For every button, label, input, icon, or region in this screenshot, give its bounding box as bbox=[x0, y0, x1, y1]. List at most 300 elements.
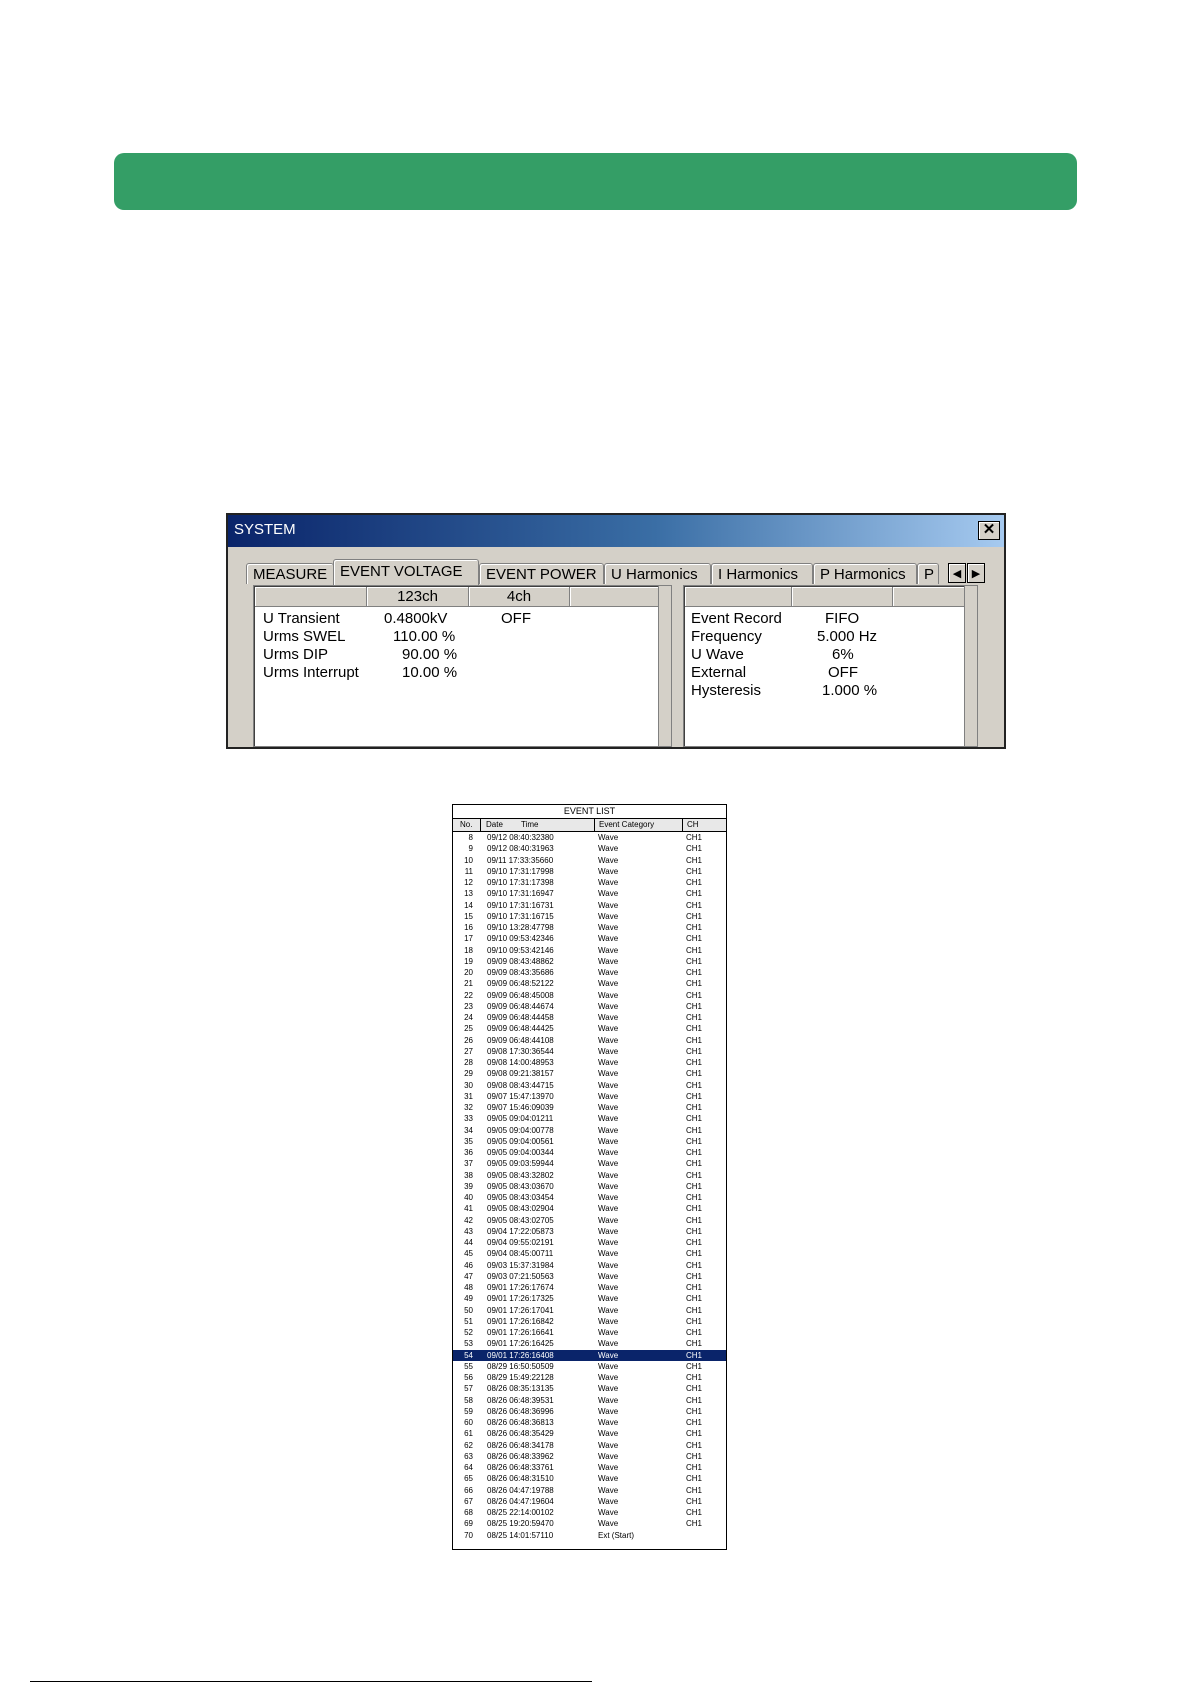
row-datetime: 09/10 17:31:17998 bbox=[487, 866, 554, 876]
row-number: 61 bbox=[464, 1429, 473, 1439]
row-number: 18 bbox=[464, 945, 473, 955]
row-category: Wave bbox=[598, 956, 619, 966]
row-datetime: 08/26 06:48:36996 bbox=[487, 1406, 554, 1416]
row-channel: CH1 bbox=[686, 866, 703, 876]
row-number: 32 bbox=[464, 1103, 473, 1112]
row-number: 66 bbox=[464, 1485, 473, 1495]
row-channel: CH1 bbox=[686, 1103, 703, 1112]
column-header-empty[interactable] bbox=[893, 587, 973, 607]
row-category: Wave bbox=[598, 1193, 619, 1202]
table-row[interactable] bbox=[453, 1023, 726, 1034]
row-category: Wave bbox=[598, 1429, 619, 1439]
row-channel: CH1 bbox=[686, 1519, 703, 1529]
row-category: Wave bbox=[598, 1406, 619, 1416]
table-row[interactable] bbox=[453, 1305, 726, 1316]
row-category: Wave bbox=[598, 1058, 619, 1067]
column-divider bbox=[682, 819, 683, 831]
row-number: 13 bbox=[464, 889, 473, 899]
row-category: Wave bbox=[598, 1013, 619, 1022]
footer-rule bbox=[30, 1681, 592, 1682]
table-row[interactable] bbox=[453, 945, 726, 956]
column-header-4ch[interactable]: 4ch bbox=[469, 587, 570, 607]
row-channel: CH1 bbox=[686, 1013, 703, 1022]
row-category: Wave bbox=[598, 889, 619, 899]
table-row[interactable] bbox=[453, 1113, 726, 1124]
row-category: Wave bbox=[598, 1091, 619, 1101]
row-channel: CH1 bbox=[686, 1418, 703, 1427]
row-number: 53 bbox=[464, 1339, 473, 1349]
row-datetime: 08/26 06:48:33761 bbox=[487, 1463, 554, 1472]
row-datetime: 09/11 17:33:35660 bbox=[487, 855, 554, 865]
row-category: Ext (Start) bbox=[598, 1530, 635, 1540]
row-number: 67 bbox=[464, 1496, 473, 1506]
table-row[interactable] bbox=[453, 1507, 726, 1518]
table-row[interactable] bbox=[453, 978, 726, 989]
tab-event-power[interactable]: EVENT POWER bbox=[479, 563, 604, 584]
table-row[interactable] bbox=[453, 1440, 726, 1451]
row-category: Wave bbox=[598, 855, 619, 865]
row-channel: CH1 bbox=[686, 1249, 703, 1259]
row-channel: CH1 bbox=[686, 1170, 703, 1180]
row-label: U Wave bbox=[691, 646, 744, 663]
row-value: 5.000 Hz bbox=[817, 628, 878, 645]
left-panel-scrollbar[interactable] bbox=[658, 586, 671, 746]
row-category: Wave bbox=[598, 1035, 619, 1045]
row-number: 28 bbox=[464, 1058, 473, 1067]
row-datetime: 08/26 06:48:34178 bbox=[487, 1440, 554, 1450]
table-row[interactable] bbox=[453, 1035, 726, 1046]
row-category: Wave bbox=[598, 923, 619, 932]
row-channel: CH1 bbox=[686, 968, 703, 977]
row-category: Wave bbox=[598, 1001, 619, 1011]
row-datetime: 09/09 08:43:35686 bbox=[487, 968, 554, 977]
event-list-header bbox=[453, 819, 726, 832]
row-channel: CH1 bbox=[686, 1193, 703, 1202]
voltage-thresholds-panel bbox=[253, 585, 672, 747]
row-channel: CH1 bbox=[686, 1384, 703, 1394]
row-channel: CH1 bbox=[686, 900, 703, 910]
table-row[interactable] bbox=[453, 1316, 726, 1327]
row-datetime: 08/26 06:48:39531 bbox=[487, 1395, 554, 1405]
right-panel-scrollbar[interactable] bbox=[964, 586, 977, 746]
table-row[interactable] bbox=[453, 1068, 726, 1079]
row-datetime: 09/07 15:46:09039 bbox=[487, 1103, 554, 1112]
table-row[interactable] bbox=[453, 1248, 726, 1259]
row-category: Wave bbox=[598, 1485, 619, 1495]
row-category: Wave bbox=[598, 1418, 619, 1427]
table-row[interactable] bbox=[453, 888, 726, 899]
row-value: 1.000 % bbox=[822, 682, 878, 699]
column-divider bbox=[594, 819, 595, 831]
row-category: Wave bbox=[598, 1519, 619, 1529]
row-datetime: 09/09 08:43:48862 bbox=[487, 956, 554, 966]
row-category: Wave bbox=[598, 1474, 619, 1484]
row-category: Wave bbox=[598, 1204, 619, 1214]
table-row[interactable] bbox=[453, 956, 726, 967]
table-row[interactable] bbox=[453, 1226, 726, 1237]
table-row[interactable] bbox=[453, 933, 726, 944]
column-header-empty[interactable] bbox=[570, 587, 668, 607]
tab-strip bbox=[246, 559, 1004, 585]
table-row[interactable] bbox=[453, 1271, 726, 1282]
table-row[interactable] bbox=[453, 866, 726, 877]
row-number: 22 bbox=[464, 990, 473, 1000]
row-number: 59 bbox=[464, 1406, 473, 1416]
row-number: 37 bbox=[464, 1159, 473, 1169]
row-number: 42 bbox=[464, 1215, 473, 1225]
row-channel: CH1 bbox=[686, 979, 703, 989]
table-row[interactable] bbox=[453, 1327, 726, 1338]
row-datetime: 08/26 06:48:35429 bbox=[487, 1429, 554, 1439]
row-datetime: 08/26 06:48:33962 bbox=[487, 1451, 554, 1461]
row-channel: CH1 bbox=[686, 1508, 703, 1517]
row-datetime: 09/09 06:48:44458 bbox=[487, 1013, 554, 1022]
table-row[interactable] bbox=[453, 1012, 726, 1023]
row-channel: CH1 bbox=[686, 1260, 703, 1270]
table-row[interactable] bbox=[453, 1237, 726, 1248]
row-channel: CH1 bbox=[686, 1181, 703, 1191]
row-category: Wave bbox=[598, 968, 619, 977]
row-channel: CH1 bbox=[686, 1474, 703, 1484]
tab-event-voltage[interactable]: EVENT VOLTAGE bbox=[333, 559, 479, 585]
table-row[interactable] bbox=[453, 1170, 726, 1181]
row-category: Wave bbox=[598, 1024, 619, 1034]
table-row[interactable] bbox=[453, 967, 726, 978]
close-icon[interactable]: ✕ bbox=[978, 521, 1000, 540]
row-channel: CH1 bbox=[686, 1069, 703, 1079]
row-value-4ch: OFF bbox=[501, 610, 531, 627]
row-channel: CH1 bbox=[686, 1451, 703, 1461]
row-datetime: 09/05 08:43:03454 bbox=[487, 1193, 554, 1202]
row-number: 62 bbox=[464, 1440, 473, 1450]
table-row[interactable] bbox=[453, 1451, 726, 1462]
section-banner bbox=[114, 153, 1077, 210]
row-channel: CH1 bbox=[686, 1316, 703, 1326]
row-number: 64 bbox=[464, 1463, 473, 1472]
row-channel: CH1 bbox=[686, 1226, 703, 1236]
row-datetime: 09/09 06:48:44108 bbox=[487, 1035, 554, 1045]
column-header-no[interactable]: No. bbox=[460, 820, 473, 829]
column-header-label[interactable] bbox=[685, 587, 792, 607]
row-datetime: 09/05 08:43:32802 bbox=[487, 1170, 554, 1180]
row-label: Frequency bbox=[691, 628, 762, 645]
row-datetime: 09/01 17:26:17674 bbox=[487, 1283, 554, 1292]
row-channel: CH1 bbox=[686, 1406, 703, 1416]
table-row[interactable] bbox=[453, 1001, 726, 1012]
table-row[interactable] bbox=[453, 1372, 726, 1383]
row-number: 20 bbox=[464, 968, 473, 977]
row-number: 25 bbox=[464, 1024, 473, 1034]
row-datetime: 09/05 09:04:00561 bbox=[487, 1136, 554, 1146]
tab-u-harmonics[interactable]: U Harmonics bbox=[604, 563, 711, 584]
table-row[interactable] bbox=[453, 1181, 726, 1192]
row-value-123ch: 110.00 % bbox=[393, 628, 456, 645]
row-channel: CH1 bbox=[686, 1024, 703, 1034]
column-header-ch[interactable]: CH bbox=[687, 820, 699, 829]
row-number: 9 bbox=[468, 844, 473, 854]
row-category: Wave bbox=[598, 1384, 619, 1394]
row-category: Wave bbox=[598, 1159, 619, 1169]
row-number: 15 bbox=[464, 911, 473, 921]
row-category: Wave bbox=[598, 1283, 619, 1292]
row-datetime: 09/01 17:26:16641 bbox=[487, 1328, 554, 1337]
table-row[interactable] bbox=[453, 1417, 726, 1428]
tab-scroll-left-icon[interactable]: ◀ bbox=[948, 563, 966, 583]
column-header-123ch[interactable]: 123ch bbox=[367, 587, 469, 607]
table-row[interactable] bbox=[453, 900, 726, 911]
row-datetime: 09/05 08:43:02904 bbox=[487, 1204, 554, 1214]
row-channel: CH1 bbox=[686, 878, 703, 887]
column-header-value[interactable] bbox=[792, 587, 893, 607]
tab-scroll-right-icon[interactable]: ▶ bbox=[967, 563, 985, 583]
column-header-date[interactable]: Date bbox=[486, 820, 503, 829]
row-number: 36 bbox=[464, 1148, 473, 1157]
table-row[interactable] bbox=[453, 1428, 726, 1439]
row-label: Urms DIP bbox=[263, 646, 328, 663]
row-channel: CH1 bbox=[686, 1429, 703, 1439]
row-datetime: 09/10 17:31:16715 bbox=[487, 911, 554, 921]
row-datetime: 09/09 06:48:45008 bbox=[487, 990, 554, 1000]
table-row[interactable] bbox=[453, 1102, 726, 1113]
row-datetime: 09/05 09:03:59944 bbox=[487, 1159, 554, 1169]
row-channel: CH1 bbox=[686, 1339, 703, 1349]
row-number: 26 bbox=[464, 1035, 473, 1045]
event-list-title: EVENT LIST bbox=[453, 805, 726, 819]
row-label: Urms Interrupt bbox=[263, 664, 359, 681]
row-channel: CH1 bbox=[686, 833, 703, 842]
row-datetime: 09/07 15:47:13970 bbox=[487, 1091, 554, 1101]
row-category: Wave bbox=[598, 1350, 619, 1360]
row-datetime: 08/25 22:14:00102 bbox=[487, 1508, 554, 1517]
table-row[interactable] bbox=[453, 1203, 726, 1214]
row-datetime: 09/05 09:04:00778 bbox=[487, 1125, 554, 1135]
row-datetime: 08/26 04:47:19788 bbox=[487, 1485, 554, 1495]
row-number: 38 bbox=[464, 1170, 473, 1180]
table-row[interactable] bbox=[453, 1282, 726, 1293]
tab-measure[interactable]: MEASURE bbox=[246, 563, 334, 584]
row-category: Wave bbox=[598, 1339, 619, 1349]
table-row[interactable] bbox=[453, 1046, 726, 1057]
column-header-category[interactable]: Event Category bbox=[599, 820, 655, 829]
table-row[interactable] bbox=[453, 843, 726, 854]
row-number: 68 bbox=[464, 1508, 473, 1517]
row-datetime: 09/09 06:48:44674 bbox=[487, 1001, 554, 1011]
table-row[interactable] bbox=[453, 855, 726, 866]
row-category: Wave bbox=[598, 1046, 619, 1056]
row-datetime: 09/01 17:26:16842 bbox=[487, 1316, 554, 1326]
row-channel: CH1 bbox=[686, 1046, 703, 1056]
row-datetime: 09/05 09:04:01211 bbox=[487, 1114, 554, 1124]
table-row[interactable] bbox=[453, 1091, 726, 1102]
row-label: Event Record bbox=[691, 610, 782, 627]
row-channel: CH1 bbox=[686, 1361, 703, 1371]
row-number: 34 bbox=[464, 1125, 473, 1135]
row-category: Wave bbox=[598, 878, 619, 887]
table-row[interactable] bbox=[453, 1496, 726, 1507]
row-label: Hysteresis bbox=[691, 682, 762, 699]
row-value: 6% bbox=[832, 646, 854, 663]
table-row[interactable] bbox=[453, 832, 726, 843]
table-row[interactable] bbox=[453, 1293, 726, 1304]
row-channel: CH1 bbox=[686, 1035, 703, 1045]
table-row[interactable] bbox=[453, 990, 726, 1001]
table-row[interactable] bbox=[453, 1125, 726, 1136]
table-row[interactable] bbox=[453, 922, 726, 933]
row-datetime: 09/10 17:31:16731 bbox=[487, 900, 554, 910]
row-category: Wave bbox=[598, 1328, 619, 1337]
table-row[interactable] bbox=[453, 911, 726, 922]
row-channel: CH1 bbox=[686, 1373, 703, 1382]
row-label: U Transient bbox=[263, 610, 340, 627]
table-row[interactable] bbox=[453, 1395, 726, 1406]
row-number: 11 bbox=[464, 866, 473, 876]
event-list-body bbox=[453, 832, 726, 1541]
row-label: Urms SWEL bbox=[263, 628, 346, 645]
row-datetime: 08/26 06:48:31510 bbox=[487, 1474, 554, 1484]
row-number: 30 bbox=[464, 1080, 473, 1090]
row-category: Wave bbox=[598, 833, 619, 842]
row-category: Wave bbox=[598, 1148, 619, 1157]
row-channel: CH1 bbox=[686, 1148, 703, 1157]
row-number: 16 bbox=[464, 923, 473, 932]
column-header-label[interactable] bbox=[255, 587, 367, 607]
row-number: 35 bbox=[464, 1136, 473, 1146]
row-category: Wave bbox=[598, 1373, 619, 1382]
table-row-selected[interactable] bbox=[453, 1350, 726, 1361]
row-channel: CH1 bbox=[686, 1136, 703, 1146]
row-channel: CH1 bbox=[686, 1305, 703, 1315]
row-category: Wave bbox=[598, 934, 619, 944]
row-datetime: 09/12 08:40:31963 bbox=[487, 844, 554, 854]
row-channel: CH1 bbox=[686, 1294, 703, 1304]
table-row[interactable] bbox=[453, 1057, 726, 1068]
row-value: FIFO bbox=[825, 610, 860, 627]
row-number: 48 bbox=[464, 1283, 473, 1292]
row-number: 33 bbox=[464, 1114, 473, 1124]
row-number: 60 bbox=[464, 1418, 473, 1427]
row-value: OFF bbox=[828, 664, 858, 681]
row-channel: CH1 bbox=[686, 1328, 703, 1337]
row-number: 50 bbox=[464, 1305, 473, 1315]
row-number: 44 bbox=[464, 1238, 473, 1247]
table-row[interactable] bbox=[453, 1192, 726, 1203]
row-channel: CH1 bbox=[686, 1125, 703, 1135]
row-category: Wave bbox=[598, 1440, 619, 1450]
row-datetime: 09/03 15:37:31984 bbox=[487, 1260, 554, 1270]
table-row[interactable] bbox=[453, 1485, 726, 1496]
table-row[interactable] bbox=[453, 1147, 726, 1158]
row-category: Wave bbox=[598, 1215, 619, 1225]
column-divider bbox=[480, 819, 481, 831]
tab-p-harmonics[interactable]: P Harmonics bbox=[813, 563, 917, 584]
row-category: Wave bbox=[598, 1395, 619, 1405]
table-row[interactable] bbox=[453, 1462, 726, 1473]
row-channel: CH1 bbox=[686, 1395, 703, 1405]
table-row[interactable] bbox=[453, 1080, 726, 1091]
row-category: Wave bbox=[598, 844, 619, 854]
row-datetime: 09/04 09:55:02191 bbox=[487, 1238, 554, 1247]
row-value-123ch: 0.4800kV bbox=[384, 610, 448, 627]
table-row[interactable] bbox=[453, 1406, 726, 1417]
row-channel: CH1 bbox=[686, 945, 703, 955]
row-number: 31 bbox=[464, 1091, 473, 1101]
row-channel: CH1 bbox=[686, 1159, 703, 1169]
row-number: 12 bbox=[464, 878, 473, 887]
row-channel: CH1 bbox=[686, 1091, 703, 1101]
row-number: 49 bbox=[464, 1294, 473, 1304]
table-row[interactable] bbox=[453, 1383, 726, 1394]
row-number: 27 bbox=[464, 1046, 473, 1056]
table-row[interactable] bbox=[453, 1158, 726, 1169]
row-channel: CH1 bbox=[686, 1496, 703, 1506]
row-category: Wave bbox=[598, 1114, 619, 1124]
row-channel: CH1 bbox=[686, 1485, 703, 1495]
row-channel: CH1 bbox=[686, 844, 703, 854]
row-category: Wave bbox=[598, 1125, 619, 1135]
table-row[interactable] bbox=[453, 1530, 726, 1541]
row-channel: CH1 bbox=[686, 855, 703, 865]
row-datetime: 08/25 14:01:57110 bbox=[487, 1530, 554, 1540]
table-row[interactable] bbox=[453, 877, 726, 888]
row-number: 46 bbox=[464, 1260, 473, 1270]
table-row[interactable] bbox=[453, 1518, 726, 1529]
row-category: Wave bbox=[598, 1316, 619, 1326]
row-datetime: 08/26 04:47:19604 bbox=[487, 1496, 554, 1506]
row-number: 58 bbox=[464, 1395, 473, 1405]
row-category: Wave bbox=[598, 1496, 619, 1506]
row-channel: CH1 bbox=[686, 956, 703, 966]
row-category: Wave bbox=[598, 1294, 619, 1304]
system-window bbox=[226, 513, 1006, 749]
row-number: 57 bbox=[464, 1384, 473, 1394]
table-row[interactable] bbox=[453, 1338, 726, 1349]
tab-p-truncated[interactable]: P bbox=[917, 563, 939, 584]
row-category: Wave bbox=[598, 1305, 619, 1315]
table-row[interactable] bbox=[453, 1260, 726, 1271]
row-category: Wave bbox=[598, 1170, 619, 1180]
row-category: Wave bbox=[598, 1080, 619, 1090]
row-channel: CH1 bbox=[686, 1114, 703, 1124]
row-category: Wave bbox=[598, 1136, 619, 1146]
tab-i-harmonics[interactable]: I Harmonics bbox=[711, 563, 813, 584]
row-datetime: 09/01 17:26:17325 bbox=[487, 1294, 554, 1304]
row-datetime: 08/29 16:50:50509 bbox=[487, 1361, 554, 1371]
table-row[interactable] bbox=[453, 1215, 726, 1226]
row-channel: CH1 bbox=[686, 990, 703, 1000]
window-titlebar[interactable] bbox=[228, 515, 1004, 547]
row-datetime: 09/08 09:21:38157 bbox=[487, 1069, 554, 1079]
row-number: 56 bbox=[464, 1373, 473, 1382]
row-channel: CH1 bbox=[686, 1350, 703, 1360]
table-row[interactable] bbox=[453, 1473, 726, 1484]
row-number: 21 bbox=[464, 979, 473, 989]
row-number: 8 bbox=[468, 833, 473, 842]
row-number: 40 bbox=[464, 1193, 473, 1202]
table-row[interactable] bbox=[453, 1361, 726, 1372]
row-channel: CH1 bbox=[686, 1215, 703, 1225]
row-category: Wave bbox=[598, 1181, 619, 1191]
row-channel: CH1 bbox=[686, 1058, 703, 1067]
row-datetime: 09/01 17:26:17041 bbox=[487, 1305, 554, 1315]
row-datetime: 09/04 17:22:05873 bbox=[487, 1226, 554, 1236]
row-category: Wave bbox=[598, 1103, 619, 1112]
row-category: Wave bbox=[598, 990, 619, 1000]
row-datetime: 09/05 08:43:02705 bbox=[487, 1215, 554, 1225]
row-number: 65 bbox=[464, 1474, 473, 1484]
table-row[interactable] bbox=[453, 1136, 726, 1147]
row-category: Wave bbox=[598, 1508, 619, 1517]
column-header-time[interactable]: Time bbox=[521, 820, 539, 829]
